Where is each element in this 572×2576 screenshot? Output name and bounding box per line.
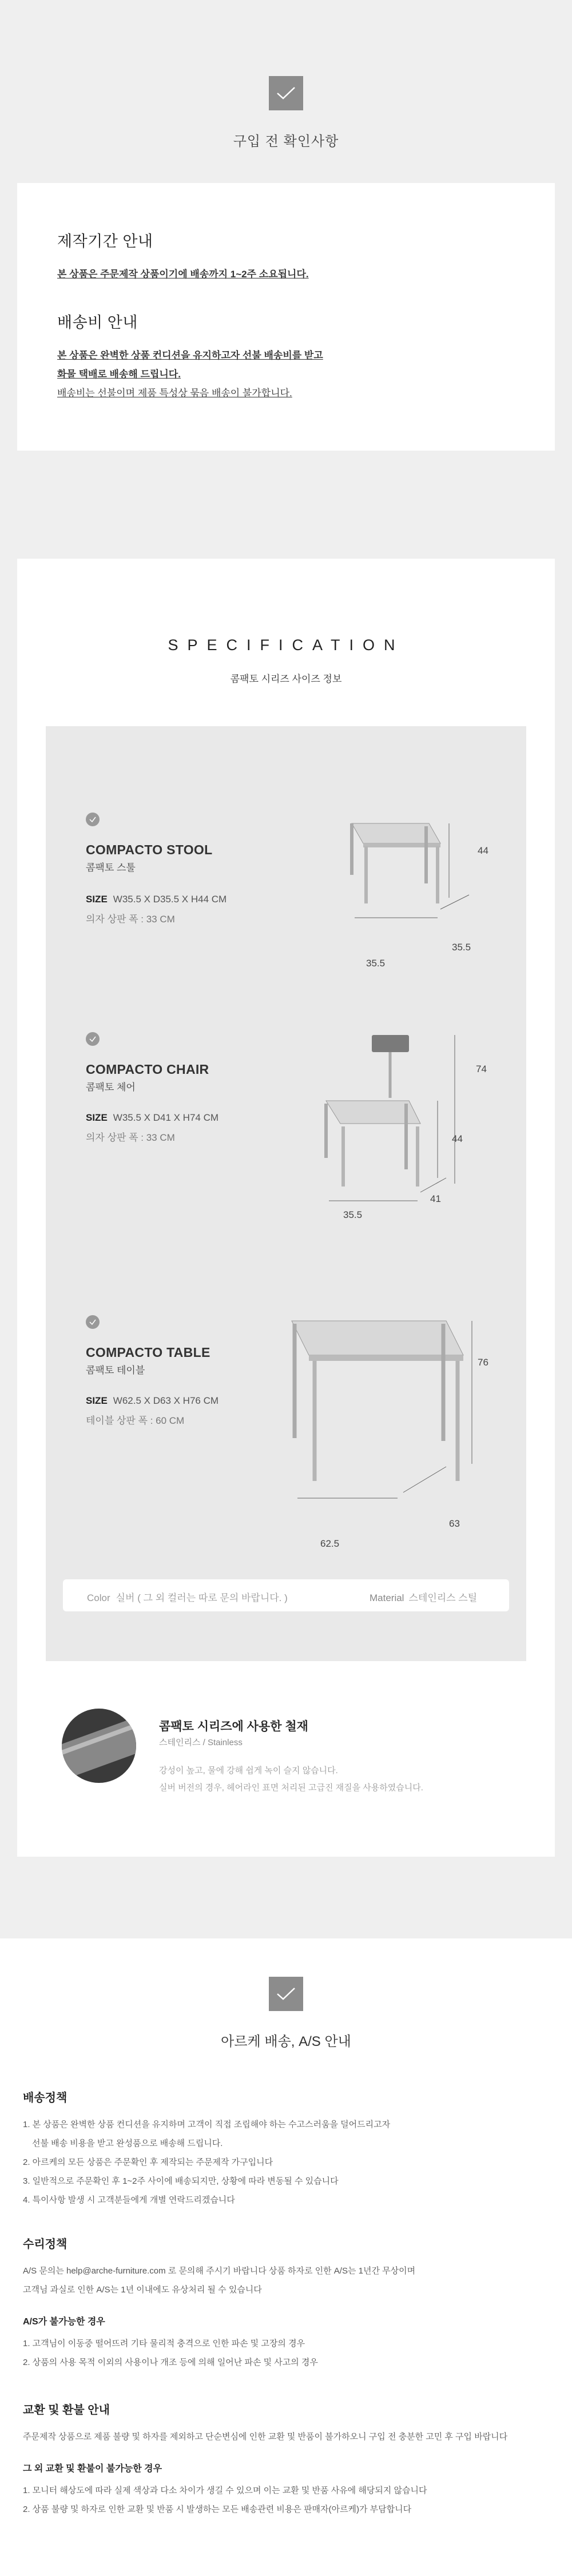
shipping-line-3: 배송비는 선불이며 제품 특성상 묶음 배송이 불가합니다.: [57, 388, 292, 399]
stool-drawing: [332, 812, 486, 955]
production-line: 본 상품은 주문제작 상품이기에 배송까지 1~2주 소요됩니다.: [57, 269, 309, 280]
pre-purchase-section: [0, 0, 572, 506]
notice-card: [17, 183, 555, 451]
stool-dim-height: 44: [478, 845, 488, 856]
table-name: COMPACTO TABLE: [86, 1345, 210, 1360]
shipping-line-1: 본 상품은 완벽한 상품 컨디션을 유지하고자 선불 배송비를 받고: [57, 350, 323, 361]
stool-dim-width: 35.5: [366, 958, 386, 969]
check-icon: [269, 76, 303, 110]
table-size: [86, 1395, 219, 1407]
policy-item: 3. 일반적으로 주문확인 후 1~2주 사이에 배송되지만, 상황에 따라 변동될 수 있습니다: [23, 2176, 339, 2186]
material-desc-2: 실버 버전의 경우, 헤어라인 표면 처리된 고급진 재질을 사용하였습니다.: [159, 1783, 423, 1793]
policy-item: 고객님 과실로 인한 A/S는 1년 이내에도 유상처리 될 수 있습니다: [23, 2285, 262, 2295]
table-dim-width: 62.5: [320, 1538, 340, 1549]
policy-item: A/S 문의는 help@arche-furniture.com 로 문의해 주시기 바랍니다 상품 하자로 인한 A/S는 1년간 무상이며: [23, 2266, 416, 2276]
table-dim-height: 76: [478, 1357, 488, 1368]
policy-item: 1. 고객님이 이동중 떨어뜨려 기타 물리적 충격으로 인한 파손 및 고장의 경우: [23, 2339, 305, 2348]
policy-item: 2. 아르케의 모든 상품은 주문확인 후 제작되는 주문제작 가구입니다: [23, 2157, 273, 2167]
policy-item: 2. 상품의 사용 목적 이외의 사용이나 개조 등에 의해 일어난 파손 및 사고의 경우: [23, 2358, 318, 2367]
chair-dim-height: 74: [476, 1064, 487, 1074]
shipping-policy-heading: 배송정책: [23, 2092, 67, 2104]
policy-item: 4. 특이사항 발생 시 고객분들에게 개별 연락드리겠습니다: [23, 2195, 235, 2205]
policy-item: 2. 상품 불량 및 하자로 인한 교환 및 반품 시 발생하는 모든 배송관련 비용은 판매자(아르케)가 부담합니다: [23, 2505, 412, 2514]
policy-item: 1. 본 상품은 완벽한 상품 컨디션을 유지하며 고객이 직접 조립해야 하는 수고스러움을 덜어드리고자: [23, 2120, 391, 2129]
policy-item: 선불 배송 비용을 받고 완성품으로 배송해 드립니다.: [32, 2139, 223, 2148]
shipping-heading: 배송비 안내: [57, 314, 138, 331]
chair-seat: 의자 상판 폭 : 33 CM: [86, 1132, 175, 1143]
color-material-bar: [63, 1579, 509, 1611]
shipping-policy: [23, 2088, 555, 2209]
repair-policy: [23, 2235, 555, 2372]
as-info-section: [0, 1938, 572, 2576]
chair-name: COMPACTO CHAIR: [86, 1062, 209, 1077]
as-info-title: 아르케 배송, A/S 안내: [221, 2034, 351, 2049]
table-dim-depth: 63: [449, 1518, 460, 1529]
material-label: Material: [370, 1592, 404, 1603]
chair-dim-width: 35.5: [343, 1209, 363, 1220]
material-value: 스테인리스 스틸: [408, 1592, 478, 1603]
table-dot-icon: [86, 1315, 100, 1329]
material-info: [370, 1590, 477, 1604]
policy-item: 주문제작 상품으로 제품 불량 및 하자를 제외하고 단순변심에 인한 교환 및 반품이 불가하오니 구입 전 충분한 고민 후 구입 바랍니다: [23, 2432, 508, 2442]
table-kname: 콤팩토 테이블: [86, 1365, 145, 1376]
material-desc-1: 강성이 높고, 물에 강해 쉽게 녹이 슬지 않습니다.: [159, 1766, 338, 1775]
stool-seat: 의자 상판 폭 : 33 CM: [86, 914, 175, 925]
size-value: W35.5 X D41 X H74 CM: [113, 1112, 219, 1123]
stool-kname: 콤팩토 스툴: [86, 862, 136, 873]
repair-sub-heading: A/S가 불가능한 경우: [23, 2317, 105, 2327]
chair-kname: 콤팩토 체어: [86, 1082, 136, 1093]
table-drawing: [275, 1309, 480, 1538]
size-label: SIZE: [86, 1112, 108, 1123]
production-heading: 제작기간 안내: [57, 233, 153, 250]
check-icon: [269, 1977, 303, 2011]
repair-policy-heading: 수리정책: [23, 2238, 67, 2251]
chair-dim-depth: 41: [430, 1193, 441, 1204]
material-description: [159, 1762, 423, 1797]
exchange-policy: [23, 2400, 555, 2519]
policy-item: 1. 모니터 해상도에 따라 실제 색상과 다소 차이가 생길 수 있으며 이는 교환 및 반품 사유에 해당되지 않습니다: [23, 2486, 427, 2495]
chair-drawing: [309, 1024, 480, 1229]
exchange-policy-heading: 교환 및 환불 안내: [23, 2404, 110, 2416]
material-subtitle: 스테인리스 / Stainless: [159, 1738, 243, 1747]
stool-dot-icon: [86, 813, 100, 826]
size-value: W62.5 X D63 X H76 CM: [113, 1395, 219, 1406]
table-top: 테이블 상판 폭 : 60 CM: [86, 1415, 185, 1426]
color-info: [87, 1590, 288, 1604]
stool-name: COMPACTO STOOL: [86, 842, 213, 857]
pre-purchase-title: 구입 전 확인사항: [233, 134, 339, 149]
chair-dot-icon: [86, 1032, 100, 1046]
shipping-line-2: 화물 택배로 배송해 드립니다.: [57, 369, 181, 380]
material-title: 콤팩토 시리즈에 사용한 철재: [159, 1720, 308, 1733]
exchange-sub-heading: 그 외 교환 및 환불이 불가능한 경우: [23, 2464, 162, 2474]
chair-size: [86, 1112, 219, 1124]
stool-size: [86, 894, 227, 905]
size-label: SIZE: [86, 894, 108, 905]
size-value: W35.5 X D35.5 X H44 CM: [113, 894, 227, 905]
spec-subtitle: 콤팩토 시리즈 사이즈 정보: [230, 674, 342, 684]
spec-title: SPECIFICATION: [168, 636, 404, 654]
size-label: SIZE: [86, 1395, 108, 1406]
color-label: Color: [87, 1592, 110, 1603]
color-value: 실버 ( 그 외 컬러는 따로 문의 바랍니다. ): [116, 1592, 288, 1603]
chair-dim-seat-height: 44: [452, 1133, 463, 1144]
material-sample-image: [62, 1709, 136, 1783]
stool-dim-depth: 35.5: [452, 942, 471, 953]
